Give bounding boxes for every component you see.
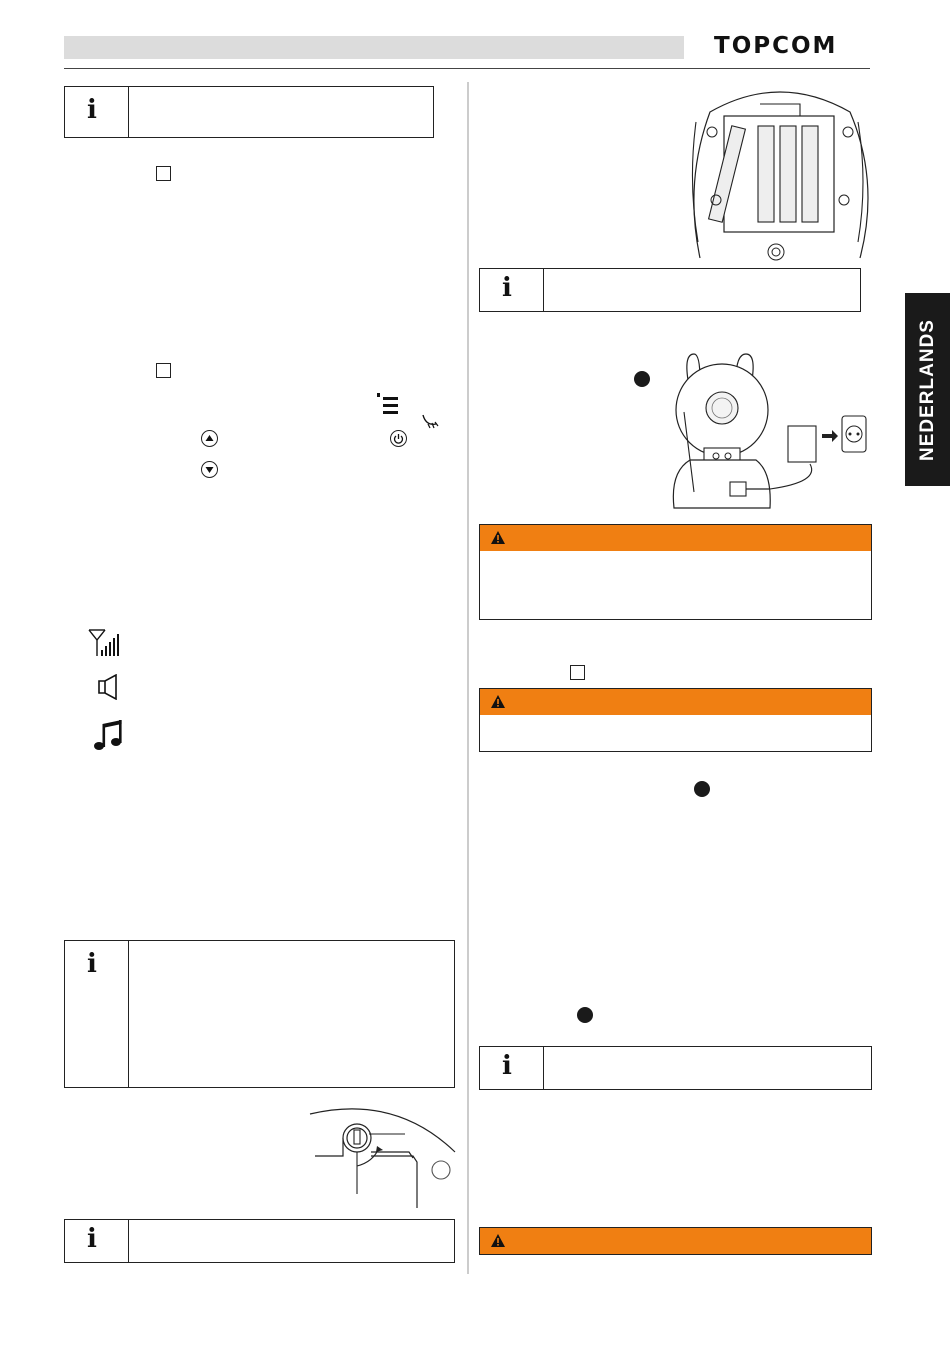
language-tab-label: NEDERLANDS bbox=[916, 318, 938, 461]
warning-bar bbox=[480, 1228, 871, 1254]
header-bar bbox=[64, 36, 684, 59]
warning-note bbox=[479, 1227, 872, 1255]
warning-note bbox=[479, 688, 872, 752]
lullaby-icon bbox=[420, 412, 442, 432]
info-icon-cell bbox=[65, 87, 129, 137]
speaker-icon bbox=[97, 674, 121, 700]
menu-icon bbox=[377, 393, 401, 417]
header-rule bbox=[64, 68, 870, 69]
info-icon: i bbox=[87, 95, 97, 125]
column-divider bbox=[467, 82, 469, 1274]
warning-icon bbox=[490, 694, 506, 709]
step-marker-dot bbox=[577, 1007, 593, 1023]
warning-icon bbox=[490, 530, 506, 545]
info-note bbox=[479, 1046, 872, 1090]
warning-bar bbox=[480, 525, 871, 551]
up-button-icon bbox=[201, 430, 218, 447]
step-marker-dot bbox=[634, 371, 650, 387]
power-button-icon bbox=[390, 430, 407, 447]
info-note bbox=[64, 86, 434, 138]
topcom-logo: TOPCOM bbox=[714, 33, 838, 59]
battery-lid-illustration bbox=[305, 1104, 463, 1210]
info-icon-cell bbox=[65, 1220, 129, 1262]
camera-power-adapter-illustration bbox=[660, 352, 870, 514]
warning-note bbox=[479, 524, 872, 620]
info-note bbox=[479, 268, 861, 312]
down-button-icon bbox=[201, 461, 218, 478]
checkbox-square bbox=[570, 665, 585, 680]
checkbox-square bbox=[156, 166, 171, 181]
info-note bbox=[64, 940, 455, 1088]
info-icon-cell bbox=[65, 941, 129, 1087]
info-icon: i bbox=[502, 273, 512, 303]
music-note-icon bbox=[92, 718, 124, 752]
info-icon-cell bbox=[480, 269, 544, 311]
signal-strength-icon bbox=[87, 628, 123, 658]
info-icon: i bbox=[87, 1224, 97, 1254]
info-icon: i bbox=[87, 949, 97, 979]
language-tab bbox=[905, 293, 950, 486]
checkbox-square bbox=[156, 363, 171, 378]
info-icon-cell bbox=[480, 1047, 544, 1089]
step-marker-dot bbox=[694, 781, 710, 797]
info-note bbox=[64, 1219, 455, 1263]
warning-icon bbox=[490, 1233, 506, 1248]
warning-bar bbox=[480, 689, 871, 715]
info-icon: i bbox=[502, 1051, 512, 1081]
battery-compartment-illustration bbox=[690, 82, 872, 268]
